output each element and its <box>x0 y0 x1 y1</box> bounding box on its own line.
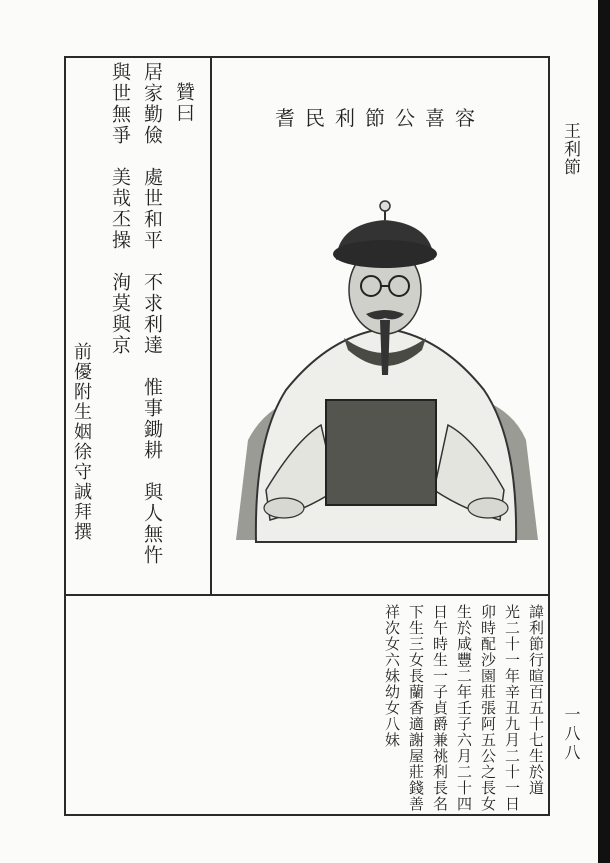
biography-column: 光二十一年辛丑九月二十一日 <box>503 604 521 812</box>
horizontal-divider <box>64 594 550 596</box>
biography-column: 卯時配沙園莊張阿五公之長女 <box>479 604 497 812</box>
biography-column: 日午時生一子貞爵兼祧利長名 <box>431 604 449 812</box>
biography-column: 祥次女六妹幼女八妹 <box>383 604 401 748</box>
eulogy-signature: 前優附生姻徐守誠拜撰 <box>71 342 92 542</box>
biography-column: 生於咸豐二年壬子六月二十四 <box>455 604 473 812</box>
side-title: 王利節 <box>560 122 580 176</box>
eulogy-column: 居家勤儉 處世和平 不求利達 惟事鋤耕 與人無忤 <box>141 62 163 566</box>
eulogy-heading: 贊曰 <box>173 82 195 124</box>
vertical-divider <box>210 56 212 594</box>
biography-column: 下生三女長蘭香適謝屋莊錢善 <box>407 604 425 812</box>
biography-column: 諱利節行暄百五十七生於道 <box>527 604 545 796</box>
page-number: 一八八 <box>562 706 581 763</box>
eulogy-column: 與世無爭 美哉丕操 洵莫與京 <box>109 62 131 356</box>
portrait-caption: 耆民利節公喜容 <box>275 106 485 130</box>
scan-edge <box>598 0 610 863</box>
portrait-illustration <box>226 190 544 548</box>
portrait-drawing <box>226 190 544 548</box>
